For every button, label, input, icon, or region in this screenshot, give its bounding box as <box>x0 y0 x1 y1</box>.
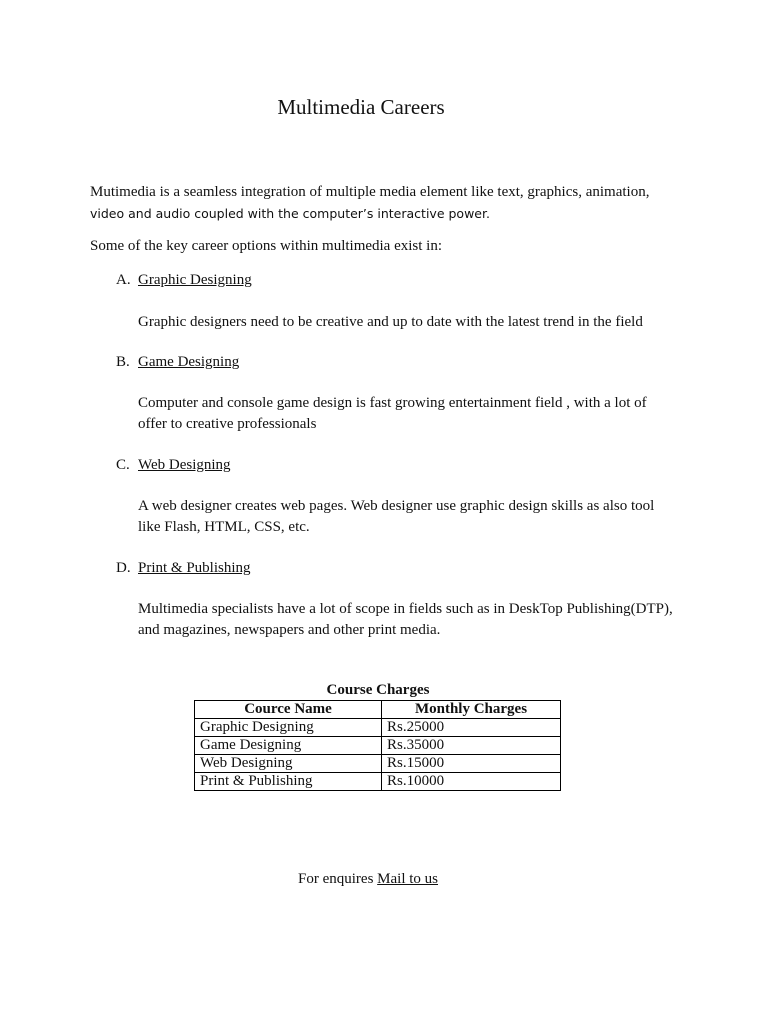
career-letter-c: C. <box>116 457 130 473</box>
career-heading-graphic-designing: Graphic Designing <box>138 272 252 288</box>
table-header-row <box>195 701 561 719</box>
intro-line-2: video and audio coupled with the computer’s interactive power. <box>90 206 490 221</box>
career-heading-web-designing: Web Designing <box>138 457 231 473</box>
monthly-charge-cell: Rs.15000 <box>382 755 561 773</box>
course-name-cell: Print & Publishing <box>195 773 382 791</box>
career-description-graphic-designing: Graphic designers need to be creative and up to date with the latest trend in the field <box>138 314 643 330</box>
course-name-cell: Game Designing <box>195 737 382 755</box>
career-letter-d: D. <box>116 560 131 576</box>
career-heading-print-publishing: Print & Publishing <box>138 560 251 576</box>
table-row <box>195 719 561 737</box>
intro-line-1: Mutimedia is a seamless integration of multiple media element like text, graphics, animation, <box>90 184 650 200</box>
footer <box>0 869 736 890</box>
course-name-cell: Graphic Designing <box>195 719 382 737</box>
career-description-print-publishing: Multimedia specialists have a lot of scope in fields such as in DeskTop Publishing(DTP), and magazines, newspapers and other print media. <box>138 601 673 638</box>
key-options-text: Some of the key career options within multimedia exist in: <box>90 238 443 254</box>
column-header-monthly-charges: Monthly Charges <box>382 701 561 719</box>
monthly-charge-cell: Rs.10000 <box>382 773 561 791</box>
column-header-course-name: Cource Name <box>195 701 382 719</box>
page-title: Multimedia Careers <box>277 95 445 119</box>
career-description-game-designing: Computer and console game design is fast growing entertainment field , with a lot of offer to creative professionals <box>138 395 647 432</box>
career-description-web-designing: A web designer creates web pages. Web designer use graphic design skills as also tool like Flash, HTML, CSS, etc. <box>138 498 655 535</box>
monthly-charge-cell: Rs.35000 <box>382 737 561 755</box>
career-letter-a: A. <box>116 272 131 288</box>
monthly-charge-cell: Rs.25000 <box>382 719 561 737</box>
course-charges-table <box>194 700 561 791</box>
mail-to-us-link[interactable]: Mail to us <box>377 871 438 887</box>
career-letter-b: B. <box>116 354 130 370</box>
course-name-cell: Web Designing <box>195 755 382 773</box>
table-row <box>195 755 561 773</box>
table-row <box>195 773 561 791</box>
footer-text: For enquires <box>298 871 374 887</box>
table-row <box>195 737 561 755</box>
career-heading-game-designing: Game Designing <box>138 354 240 370</box>
table-caption: Course Charges <box>326 682 430 698</box>
